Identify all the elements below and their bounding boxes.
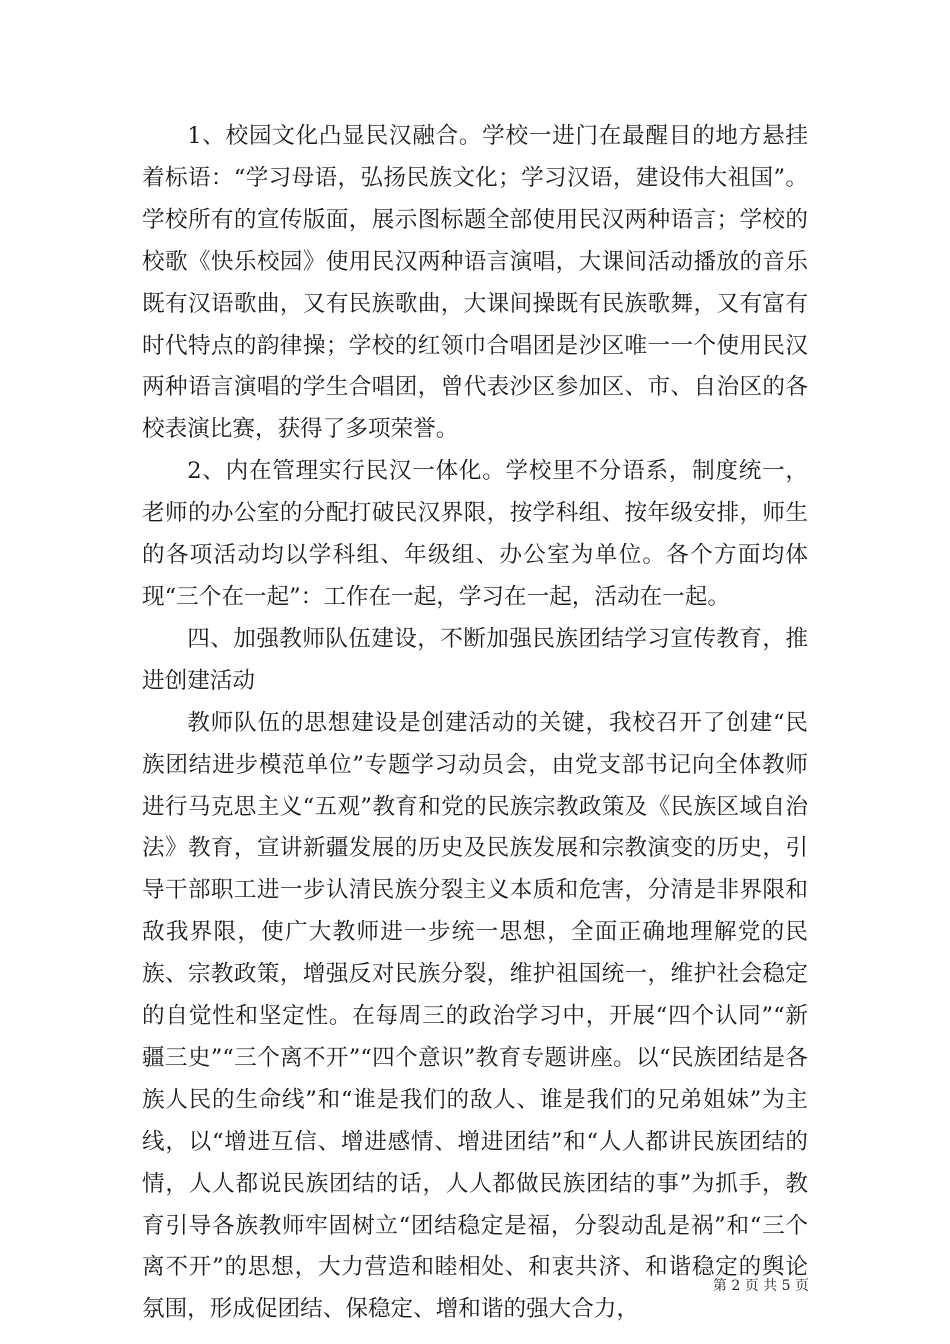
section-heading-teacher-team: 四、加强教师队伍建设，不断加强民族团结学习宣传教育，推进创建活动 [142,625,808,694]
document-body [142,116,808,1331]
page-number-footer: 第 2 页 共 5 页 [712,1278,809,1294]
paragraph-campus-culture: 1、校园文化凸显民汉融合。学校一进门在最醒目的地方悬挂着标语：“学习母语，弘扬民族文化；学习汉语，建设伟大祖国”。学校所有的宣传版面，展示图标题全部使用民汉两种语言；学校的校歌《快乐校园》使用民汉两种语言演唱，大课间活动播放的音乐既有汉语歌曲，又有民族歌曲，大课间操既有民族歌舞，又有富有时代特点的韵律操；学校的红领巾合唱团是沙区唯一一个使用民汉两种语言演唱的学生合唱团，曾代表沙区参加区、市、自治区的各校表演比赛，获得了多项荣誉。 [142,123,808,443]
paragraph-teacher-team: 教师队伍的思想建设是创建活动的关键，我校召开了创建“民族团结进步模范单位”专题学习动员会，由党支部书记向全体教师进行马克思主义“五观”教育和党的民族宗教政策及《民族区域自治法》教育，宣讲新疆发展的历史及民族发展和宗教演变的历史，引导干部职工进一步认清民族分裂主义本质和危害，分清是非界限和敌我界限，使广大教师进一步统一思想，全面正确地理解党的民族、宗教政策，增强反对民族分裂，维护祖国统一，维护社会稳定的自觉性和坚定性。在每周三的政治学习中，开展“四个认同”“新疆三史”“三个离不开”“四个意识”教育专题讲座。以“民族团结是各族人民的生命线”和“谁是我们的敌人、谁是我们的兄弟姐妹”为主线，以“增进互信、增进感情、增进团结”和“人人都讲民族团结的情，人人都说民族团结的话，人人都做民族团结的事”为抓手，教育引导各族教师牢固树立“团结稳定是福，分裂动乱是祸”和“三个离不开”的思想，大力营造和睦相处、和衷共济、和谐稳定的舆论氛围，形成促团结、保稳定、增和谐的强大合力， [142,709,808,1323]
paragraph-internal-management: 2、内在管理实行民汉一体化。学校里不分语系，制度统一，老师的办公室的分配打破民汉界限，按学科组、按年级安排，师生的各项活动均以学科组、年级组、办公室为单位。各个方面均体现“三个在一起”：工作在一起，学习在一起，活动在一起。 [142,458,808,610]
